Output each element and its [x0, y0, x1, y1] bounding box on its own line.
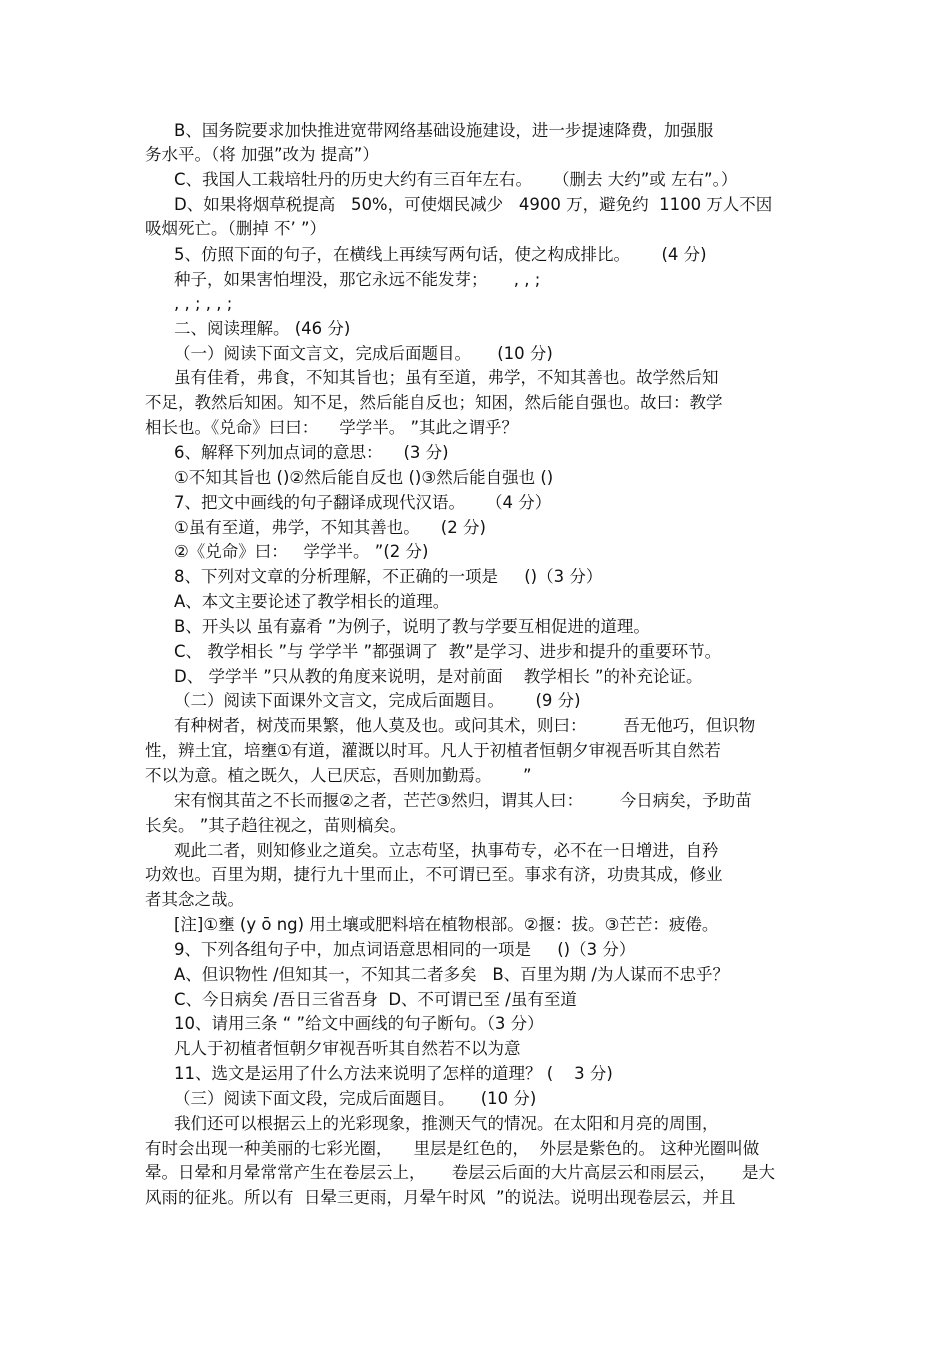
question-11: 11、选文是运用了什么方法来说明了怎样的道理？ ( 3 分) — [174, 1064, 613, 1083]
question-9-options-ab: A、但识物性 /但知其一，不知其二者多矣 B、百里为期 /为人谋而不忠乎？ — [174, 965, 729, 984]
extra-text-line3: 不以为意。植之既久，人已厌忘，吾则加勤焉。 ” — [145, 766, 532, 785]
question-8: 8、下列对文章的分析理解，不正确的一项是 ()（3 分） — [174, 567, 603, 586]
classical-text-line3: 相长也。《兑命》曰曰： 学学半。 ”其此之谓乎？ — [145, 418, 519, 437]
question-6-items: ①不知其旨也 ()②然后能自反也 ()③然后能自强也 () — [174, 468, 554, 487]
extra-text-line6: 观此二者，则知修业之道矣。立志苟坚，执事苟专，必不在一日增进，自矜 — [174, 841, 719, 860]
question-8-option-c: C、 教学相长 ”与 学学半 ”都强调了 教”是学习、进步和提升的重要环节。 — [174, 642, 722, 661]
annotation-note: [注]①壅 (y ō ng) 用土壤或肥料培在植物根部。②揠：拔。③芒芒：疲倦。 — [174, 915, 719, 934]
modern-text-line4: 风雨的征兆。所以有 日晕三更雨，月晕午时风 ”的说法。说明出现卷层云，并且 — [145, 1188, 736, 1207]
question-5-blanks: , , ; , , ; — [174, 294, 233, 313]
option-b-line2: 务水平。（将 加强”改为 提高”） — [145, 145, 379, 164]
question-5-sample: 种子，如果害怕埋没，那它永远不能发芽； , , ; — [174, 270, 541, 289]
classical-text-line1: 虽有佳肴，弗食，不知其旨也；虽有至道，弗学，不知其善也。故学然后知 — [174, 368, 719, 387]
modern-text-line2: 有时会出现一种美丽的七彩光圈， 里层是红色的， 外层是紫色的。 这种光圈叫做 — [145, 1139, 760, 1158]
question-6: 6、解释下列加点词的意思： (3 分) — [174, 443, 449, 462]
part-3-heading: （三）阅读下面文段，完成后面题目。 (10 分) — [174, 1089, 537, 1108]
modern-text-line1: 我们还可以根据云上的光彩现象，推测天气的情况。在太阳和月亮的周围， — [174, 1114, 719, 1133]
option-d-line2: 吸烟死亡。（删掉 不’ ”） — [145, 219, 327, 238]
question-7-item2: ②《兑命》曰： 学学半。 ”(2 分) — [174, 542, 429, 561]
option-b-line1: B、国务院要求加快推进宽带网络基础设施建设，进一步提速降费，加强服 — [174, 121, 714, 140]
question-7: 7、把文中画线的句子翻译成现代汉语。 （4 分） — [174, 493, 552, 512]
part-2-heading: （二）阅读下面课外文言文，完成后面题目。 (9 分) — [174, 691, 581, 710]
extra-text-line7: 功效也。百里为期，捷行九十里而止，不可谓已至。事求有济，功贵其成，修业 — [145, 865, 723, 884]
option-d-line1: D、如果将烟草税提高 50%，可使烟民减少 4900 万，避免约 1100 万人不因 — [174, 195, 773, 214]
question-9-options-cd: C、今日病矣 /吾日三省吾身 D、不可谓已至 /虽有至道 — [174, 990, 577, 1009]
question-10: 10、请用三条 “ ”给文中画线的句子断句。（3 分） — [174, 1014, 544, 1033]
section-2-heading: 二、阅读理解。 (46 分) — [174, 319, 351, 338]
modern-text-line3: 晕。日晕和月晕常常产生在卷层云上， 卷层云后面的大片高层云和雨层云， 是大 — [145, 1163, 775, 1182]
extra-text-line5: 长矣。 ”其子趋往视之，苗则槁矣。 — [145, 816, 407, 835]
extra-text-line4: 宋有悯其苗之不长而揠②之者，芒芒③然归，谓其人曰： 今日病矣，予助苗 — [174, 791, 752, 810]
extra-text-line8: 者其念之哉。 — [145, 890, 244, 909]
question-9: 9、下列各组句子中，加点词语意思相同的一项是 ()（3 分） — [174, 940, 636, 959]
question-10-sentence: 凡人于初植者恒朝夕审视吾听其自然若不以为意 — [174, 1039, 521, 1058]
extra-text-line1: 有种树者，树茂而果繁，他人莫及也。或问其术，则曰： 吾无他巧，但识物 — [174, 716, 756, 735]
question-7-item1: ①虽有至道，弗学，不知其善也。 (2 分) — [174, 518, 486, 537]
classical-text-line2: 不足，教然后知困。知不足，然后能自反也；知困，然后能自强也。故曰：教学 — [145, 393, 723, 412]
extra-text-line2: 性，辨土宜，培壅①有道，灌溉以时耳。凡人于初植者恒朝夕审视吾听其自然若 — [145, 741, 721, 760]
option-c: C、我国人工栽培牡丹的历史大约有三百年左右。 （删去 大约”或 左右”。） — [174, 170, 738, 189]
part-1-heading: （一）阅读下面文言文，完成后面题目。 (10 分) — [174, 344, 553, 363]
question-8-option-b: B、开头以 虽有嘉肴 ”为例子，说明了教与学要互相促进的道理。 — [174, 617, 650, 636]
question-8-option-a: A、本文主要论述了教学相长的道理。 — [174, 592, 450, 611]
question-5: 5、仿照下面的句子，在横线上再续写两句话，使之构成排比。 (4 分) — [174, 245, 707, 264]
question-8-option-d: D、 学学半 ”只从教的角度来说明，是对前面 教学相长 ”的补充论证。 — [174, 667, 703, 686]
